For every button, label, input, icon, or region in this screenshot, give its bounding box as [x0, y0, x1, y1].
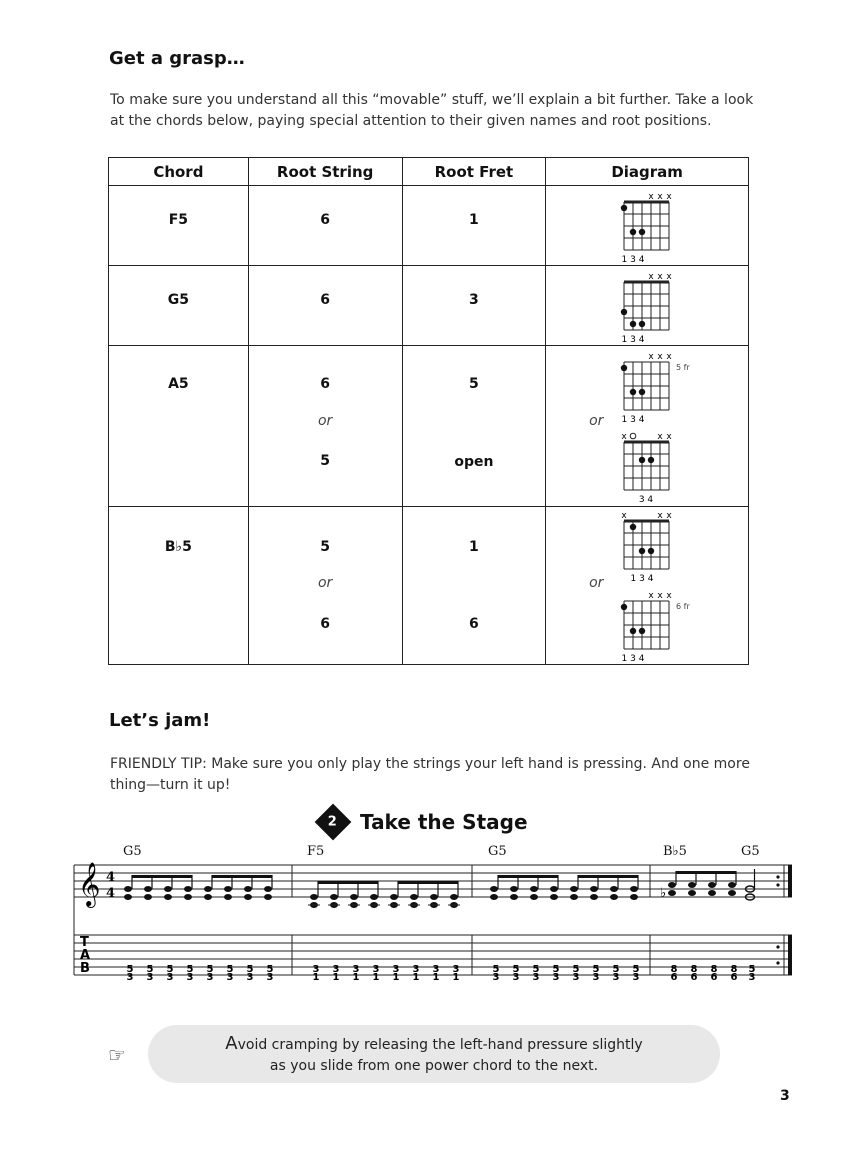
tab-number: 1	[352, 972, 360, 983]
note-head	[184, 894, 192, 900]
tab-number: 3	[332, 964, 340, 975]
intro-line-1: To make sure you understand all this “movable” stuff, we’ll explain a bit further. Take a look	[110, 92, 754, 108]
tab-number: 5	[492, 964, 500, 975]
svg-text:x: x	[666, 352, 672, 362]
root-fret-alt: open	[454, 454, 494, 470]
chord-symbol: G5	[741, 844, 760, 859]
tab-number: 5	[572, 964, 580, 975]
fret-position-label: 6 fr	[676, 602, 691, 611]
svg-text:x: x	[657, 352, 663, 362]
note-head	[688, 882, 696, 888]
tab-number: 5	[748, 964, 756, 975]
root-fret: 5	[469, 376, 479, 392]
svg-text:x: x	[666, 432, 672, 442]
svg-text:x: x	[648, 192, 654, 202]
note-head	[630, 894, 638, 900]
tab-number: 5	[206, 964, 214, 975]
tab-number: 5	[226, 964, 234, 975]
tab-number: 6	[670, 972, 678, 983]
callout-line-2: as you slide from one power chord to the next.	[269, 1058, 599, 1074]
svg-text:x: x	[648, 352, 654, 362]
table-header-row	[109, 158, 749, 186]
tab-number: 1	[312, 972, 320, 983]
tab-number: 3	[372, 964, 380, 975]
root-fret-alt: 6	[469, 616, 479, 632]
header-diagram: Diagram	[546, 158, 749, 186]
svg-text:4: 4	[106, 870, 116, 885]
svg-text:x: x	[657, 511, 663, 521]
callout-line-1: void cramping by releasing the left-hand pressure slightly	[237, 1037, 643, 1053]
tab-number: 8	[730, 964, 738, 975]
note-head	[490, 894, 498, 900]
tab-number: 3	[492, 972, 500, 983]
tab-number: 8	[670, 964, 678, 975]
tab-number: 8	[690, 964, 698, 975]
note-head	[204, 894, 212, 900]
tab-number: 3	[612, 972, 620, 983]
finger-numbers: 1 3 4	[621, 415, 645, 424]
tab-number: 1	[392, 972, 400, 983]
note-head	[390, 894, 398, 900]
note-head	[550, 894, 558, 900]
svg-text:x: x	[621, 511, 627, 521]
svg-text:x: x	[666, 511, 672, 521]
pointing-hand-icon: ☞	[108, 1043, 126, 1067]
tab-number: 1	[452, 972, 460, 983]
root-string: 6	[320, 376, 331, 392]
svg-text:x: x	[648, 272, 654, 282]
callout-box	[148, 1025, 720, 1083]
tab-number: 8	[710, 964, 718, 975]
tab-number: 5	[592, 964, 600, 975]
note-head	[164, 894, 172, 900]
note-head	[144, 894, 152, 900]
note-head	[510, 894, 518, 900]
note-head	[430, 894, 438, 900]
friendly-tip-line-1: FRIENDLY TIP: Make sure you only play the strings your left hand is pressing. And one more	[110, 756, 750, 772]
fret-position-label: 5 fr	[676, 363, 691, 372]
svg-text:x: x	[666, 591, 672, 601]
chord-name: G5	[167, 292, 189, 308]
chord-diagram-a5-fret5	[614, 348, 704, 424]
note-head	[204, 886, 212, 892]
finger-numbers: 3 4	[639, 495, 654, 504]
tab-number: 5	[166, 964, 174, 975]
tab-number: 1	[372, 972, 380, 983]
svg-text:x: x	[666, 192, 672, 202]
note-head	[728, 890, 736, 896]
treble-clef-icon: 𝄞	[78, 862, 101, 906]
track-number-badge	[315, 804, 352, 841]
section-heading-get-a-grasp: Get a grasp…	[109, 48, 245, 69]
note-head	[630, 886, 638, 892]
note-head	[490, 886, 498, 892]
tab-letter-t: T	[80, 935, 89, 950]
song-title-row	[320, 807, 528, 837]
chord-name: F5	[168, 212, 189, 228]
tab-number: 3	[226, 972, 234, 983]
tab-number: 3	[126, 972, 134, 983]
note-head	[224, 894, 232, 900]
table-row	[109, 186, 749, 266]
table-row	[109, 507, 749, 665]
note-head	[410, 894, 418, 900]
note-head	[224, 886, 232, 892]
tab-number: 3	[352, 964, 360, 975]
song-title: Take the Stage	[360, 810, 528, 834]
tab-number: 3	[266, 972, 274, 983]
callout-text	[148, 1033, 720, 1077]
svg-text:4: 4	[106, 886, 116, 901]
note-head	[450, 894, 458, 900]
svg-text:x: x	[657, 272, 663, 282]
header-chord: Chord	[109, 158, 249, 186]
svg-text:x: x	[657, 591, 663, 601]
tab-number: 3	[572, 972, 580, 983]
finger-numbers: 1 3 4	[621, 654, 645, 663]
svg-text:x: x	[621, 432, 627, 442]
finger-numbers: 1 3 4	[621, 255, 645, 264]
beam	[212, 875, 272, 878]
svg-text:x: x	[657, 432, 663, 442]
root-fret: 3	[469, 292, 479, 308]
flat-sign: ♭	[660, 886, 667, 901]
tab-number: 3	[186, 972, 194, 983]
note-head	[530, 894, 538, 900]
chord-name: B♭5	[164, 539, 192, 555]
note-head	[610, 894, 618, 900]
note-head	[570, 886, 578, 892]
note-head	[728, 882, 736, 888]
note-head	[264, 886, 272, 892]
chord-symbol: B♭5	[663, 844, 687, 859]
note-head	[164, 886, 172, 892]
or-label: or	[317, 413, 333, 429]
tab-number: 3	[146, 972, 154, 983]
tab-number: 5	[266, 964, 274, 975]
intro-paragraph	[110, 90, 753, 132]
note-head	[310, 894, 318, 900]
note-head	[124, 886, 132, 892]
note-head	[244, 894, 252, 900]
header-root-fret: Root Fret	[402, 158, 546, 186]
friendly-tip-line-2: thing—turn it up!	[110, 777, 231, 793]
chord-symbol: G5	[123, 844, 142, 859]
note-head	[590, 886, 598, 892]
tab-number: 5	[512, 964, 520, 975]
tab-number: 3	[392, 964, 400, 975]
beam	[398, 881, 458, 884]
tab-number: 6	[710, 972, 718, 983]
svg-text:x: x	[648, 591, 654, 601]
root-string-alt: 6	[320, 616, 331, 632]
tab-number: 5	[632, 964, 640, 975]
callout-cap-letter: A	[225, 1033, 238, 1054]
tab-number: 3	[312, 964, 320, 975]
finger-numbers: 1 3 4	[630, 574, 654, 583]
root-fret: 1	[469, 539, 479, 555]
or-label: or	[589, 575, 604, 591]
note-head	[144, 886, 152, 892]
chord-symbol: F5	[307, 844, 325, 859]
chord-diagram-g5	[614, 268, 684, 344]
tab-number: 5	[246, 964, 254, 975]
chord-diagram-bb5-fret1	[614, 507, 684, 583]
tab-number: 5	[552, 964, 560, 975]
tab-number: 1	[332, 972, 340, 983]
finger-numbers: 1 3 4	[621, 335, 645, 344]
table-row	[109, 266, 749, 346]
note-head	[688, 890, 696, 896]
tab-number: 3	[412, 964, 420, 975]
tab-number: 3	[246, 972, 254, 983]
tab-number: 3	[592, 972, 600, 983]
beam	[318, 881, 378, 884]
tab-number: 5	[612, 964, 620, 975]
tab-number: 5	[126, 964, 134, 975]
tab-number: 3	[552, 972, 560, 983]
tab-number: 1	[432, 972, 440, 983]
notes-group	[124, 869, 756, 983]
note-head	[708, 882, 716, 888]
chord-table	[108, 157, 749, 665]
note-head	[668, 890, 676, 896]
friendly-tip	[110, 754, 750, 796]
note-head	[264, 894, 272, 900]
root-string-alt: 5	[320, 453, 331, 469]
note-head	[550, 886, 558, 892]
tab-number: 3	[532, 972, 540, 983]
tab-number: 3	[166, 972, 174, 983]
header-root-string: Root String	[248, 158, 402, 186]
tab-number: 1	[412, 972, 420, 983]
tab-number: 6	[730, 972, 738, 983]
tab-number: 5	[186, 964, 194, 975]
note-head	[510, 886, 518, 892]
note-head	[370, 894, 378, 900]
chord-diagram-bb5-fret6	[614, 587, 704, 663]
tab-letter-a: A	[80, 948, 91, 963]
note-head	[330, 894, 338, 900]
chord-diagram-f5	[614, 188, 684, 264]
intro-line-2: at the chords below, paying special attention to their given names and root positions.	[110, 113, 712, 129]
tab-letter-b: B	[80, 961, 90, 976]
svg-text:x: x	[657, 192, 663, 202]
or-label: or	[317, 575, 333, 591]
note-head	[530, 886, 538, 892]
note-head	[184, 886, 192, 892]
root-fret: 1	[469, 212, 479, 228]
tab-number: 3	[512, 972, 520, 983]
note-head	[668, 882, 676, 888]
track-number: 2	[328, 814, 338, 830]
svg-text:x: x	[666, 272, 672, 282]
page-number: 3	[780, 1088, 790, 1104]
chord-diagram-a5-open	[614, 428, 684, 504]
chord-name: A5	[168, 376, 189, 392]
beam	[676, 871, 736, 874]
section-heading-lets-jam: Let’s jam!	[109, 710, 211, 731]
music-notation	[70, 855, 796, 985]
note-head	[570, 894, 578, 900]
note-head	[708, 890, 716, 896]
note-head	[590, 894, 598, 900]
note-head	[350, 894, 358, 900]
tab-number: 5	[532, 964, 540, 975]
beam	[578, 875, 638, 878]
note-head	[124, 894, 132, 900]
root-string: 5	[320, 539, 331, 555]
chord-symbol: G5	[488, 844, 507, 859]
tab-number: 6	[690, 972, 698, 983]
tab-number: 3	[432, 964, 440, 975]
tab-number: 3	[206, 972, 214, 983]
note-head	[244, 886, 252, 892]
beam	[498, 875, 558, 878]
tab-number: 3	[748, 972, 756, 983]
or-label: or	[589, 413, 604, 429]
table-row	[109, 346, 749, 507]
tab-number: 3	[632, 972, 640, 983]
note-head	[610, 886, 618, 892]
root-string: 6	[320, 212, 331, 228]
beam	[132, 875, 192, 878]
tab-number: 3	[452, 964, 460, 975]
root-string: 6	[320, 292, 331, 308]
tab-number: 5	[146, 964, 154, 975]
